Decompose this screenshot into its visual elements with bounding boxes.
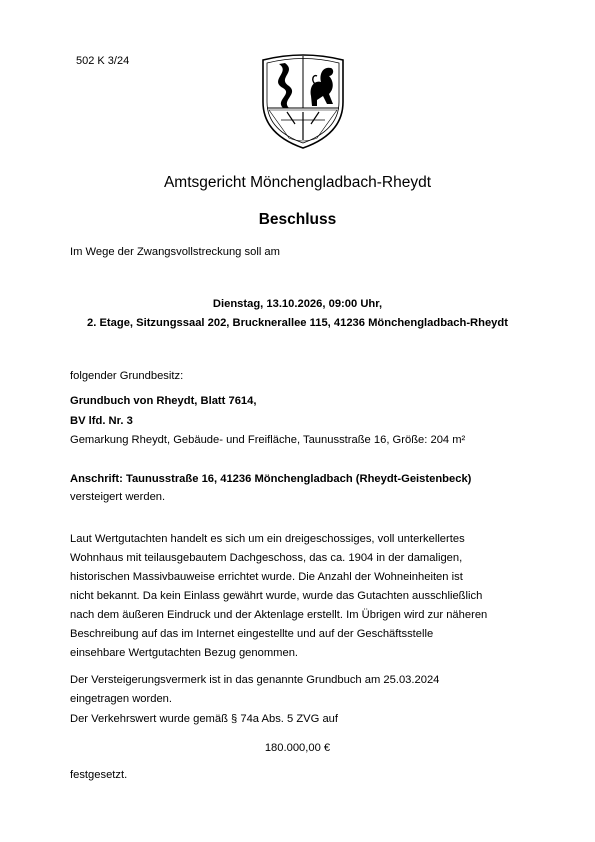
coat-of-arms-icon: [257, 50, 349, 150]
registration-line: Der Versteigerungsvermerk ist in das genannte Grundbuch am 25.03.2024: [70, 674, 440, 686]
closing-text: festgesetzt.: [70, 769, 128, 781]
description-paragraph: [70, 530, 530, 663]
description-line: Wohnhaus mit teilausgebautem Dachgeschoss, das ca. 1904 in der damaligen,: [70, 552, 463, 564]
description-line: historischen Massivbauweise errichtet wurde. Die Anzahl der Wohneinheiten ist: [70, 571, 463, 583]
registration-paragraph: [70, 671, 530, 709]
description-line: nicht bekannt. Da kein Einlass gewährt wurde, wurde das Gutachten ausschließlich: [70, 590, 483, 602]
register-line-2: BV lfd. Nr. 3: [70, 415, 133, 427]
description-line: einsehbare Wertgutachten Bezug genommen.: [70, 647, 299, 659]
description-line: Beschreibung auf das im Internet eingestellte und auf der Geschäftsstelle: [70, 628, 434, 640]
market-value: 180.000,00 €: [264, 742, 331, 754]
description-line: Laut Wertgutachten handelt es sich um ein dreigeschossiges, voll unterkellertes: [70, 533, 465, 545]
parcel-description: Gemarkung Rheydt, Gebäude- und Freifläche, Taunusstraße 16, Größe: 204 m²: [70, 434, 466, 446]
court-name: Amtsgericht Mönchengladbach-Rheydt: [163, 174, 432, 191]
registration-line: eingetragen worden.: [70, 693, 173, 705]
auction-verb: versteigert werden.: [70, 491, 166, 503]
document-title: Beschluss: [258, 211, 337, 228]
date-line: Dienstag, 13.10.2026, 09:00 Uhr,: [212, 298, 383, 310]
description-line: nach dem äußeren Eindruck und der Aktenlage erstellt. Im Übrigen wird zur näheren: [70, 609, 488, 621]
case-number: 502 K 3/24: [76, 55, 130, 67]
value-intro: Der Verkehrswert wurde gemäß § 74a Abs. 5 ZVG auf: [70, 713, 339, 725]
property-address: Anschrift: Taunusstraße 16, 41236 Mönchengladbach (Rheydt-Geistenbeck): [70, 473, 472, 485]
location-line: 2. Etage, Sitzungssaal 202, Brucknerallee 115, 41236 Mönchengladbach-Rheydt: [87, 317, 508, 329]
property-intro: folgender Grundbesitz:: [70, 370, 184, 382]
intro-text: Im Wege der Zwangsvollstreckung soll am: [70, 246, 280, 258]
register-line-1: Grundbuch von Rheydt, Blatt 7614,: [70, 395, 257, 407]
